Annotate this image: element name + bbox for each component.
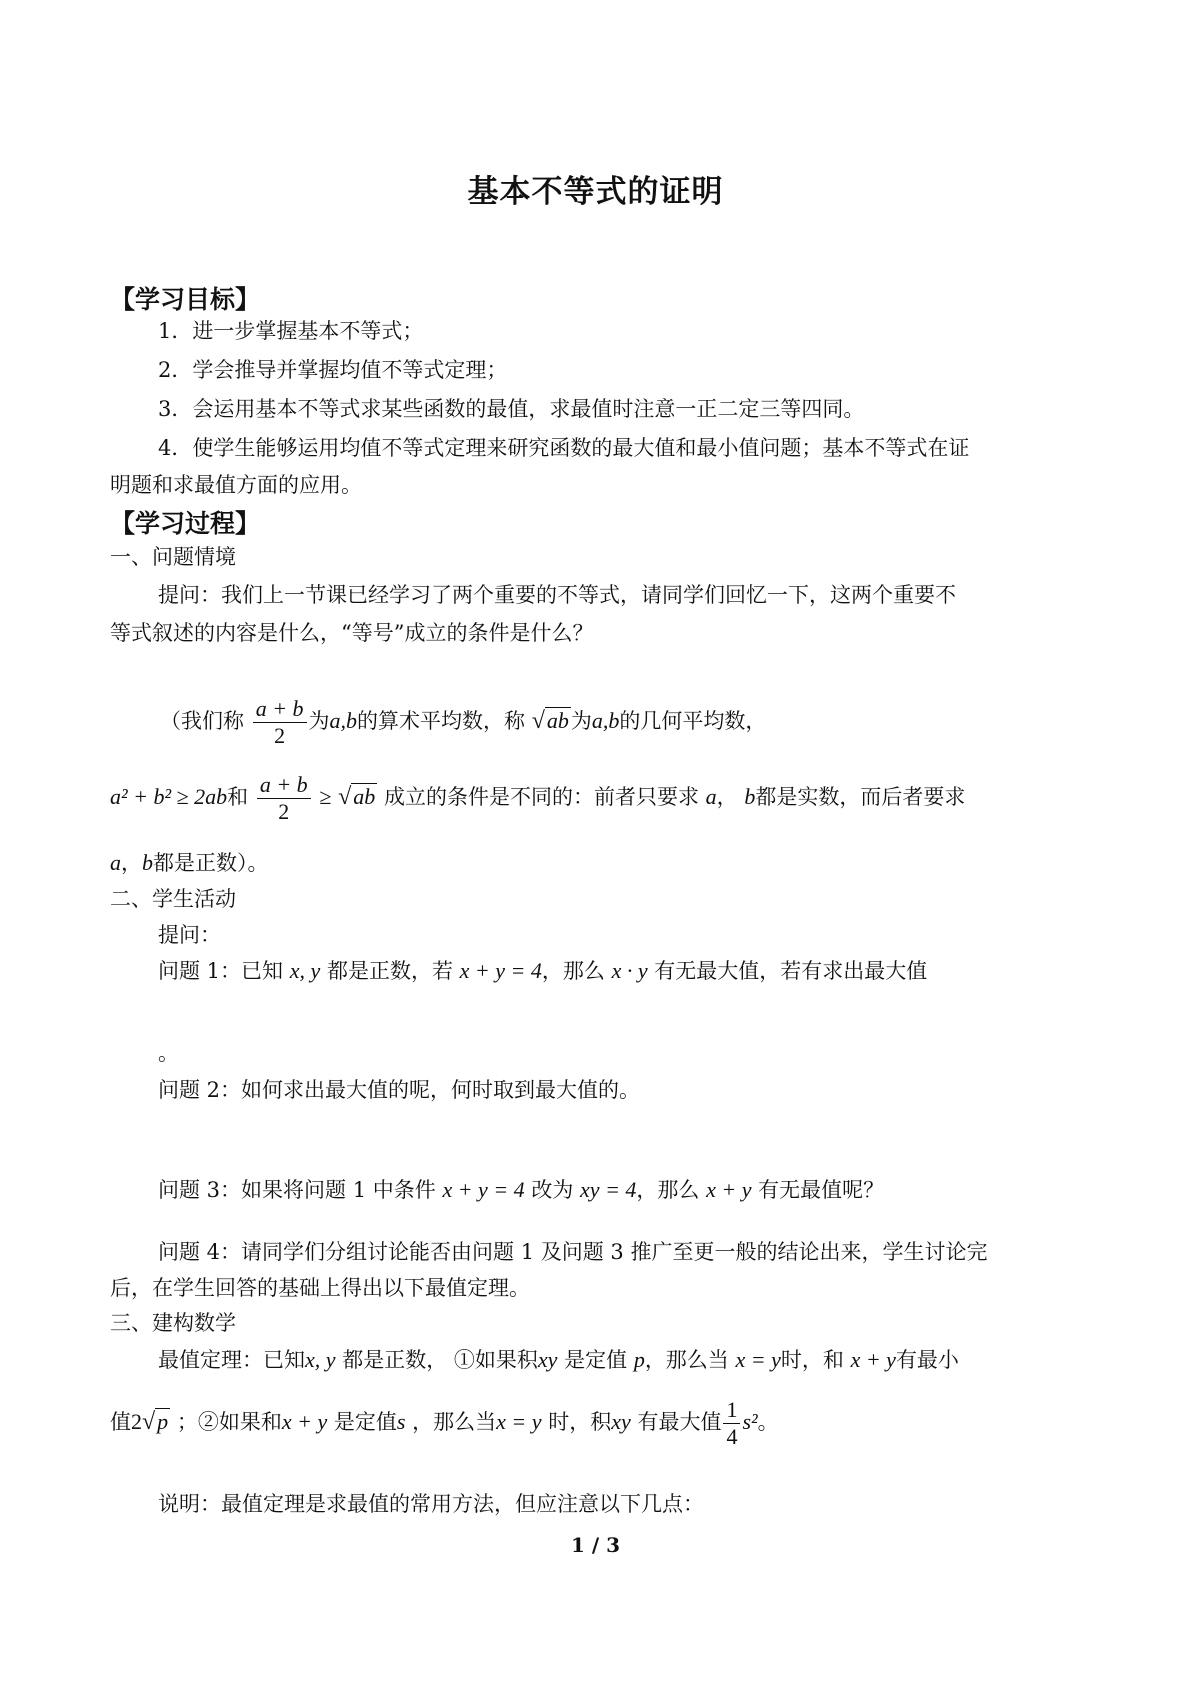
arithmetic-mean-fraction-2: $\frac{a + b}{2}$ (257, 772, 311, 825)
problem-2: 问题 2：如何求出最大值的呢，何时取到最大值的。 (158, 1078, 641, 1102)
page-title: 基本不等式的证明 (467, 174, 724, 210)
section-3-title: 三、建构数学 (110, 1311, 236, 1335)
goal-item-2: 2．学会推导并掌握均值不等式定理； (158, 358, 508, 382)
section-1-title: 一、问题情境 (110, 545, 236, 569)
problem-4-line-1: 问题 4：请同学们分组讨论能否由问题 1 及问题 3 推广至更一般的结论出来，学生讨论完 (158, 1240, 988, 1264)
process-heading: 【学习过程】 (110, 509, 261, 538)
goal-item-1: 1．进一步掌握基本不等式； (158, 319, 424, 343)
goal-item-4: 4．使学生能够运用均值不等式定理来研究函数的最大值和最小值问题；基本不等式在证 (158, 436, 970, 460)
goals-heading: 【学习目标】 (110, 285, 261, 314)
problem-3: 问题 3：如果将问题 1 中条件 x + y = 4 改为 xy = 4，那么 x + y 有无最值呢？ (158, 1177, 885, 1202)
problem-4-line-2: 后，在学生回答的基础上得出以下最值定理。 (110, 1276, 530, 1300)
positive-condition-line: a，b都是正数）。 (110, 850, 269, 875)
problem-1: 问题 1：已知 x, y 都是正数，若 x + y = 4，那么 x · y 有无最大值，若有求出最大值 (158, 958, 928, 983)
section-2-title: 二、学生活动 (110, 887, 236, 911)
page-number: 1 / 3 (570, 1533, 621, 1557)
question-line-2: 等式叙述的内容是什么，“等号”成立的条件是什么？ (110, 621, 594, 645)
inequality-conditions-line: a² + b² ≥ 2ab和 $\frac{a + b}{2}$ ≥ √ab 成立的条件是不同的：前者只要求 a， b都是实数，而后者要求 (110, 772, 966, 824)
quarter-fraction: $\frac{1}{4}$ (723, 1397, 740, 1450)
theorem-line-2: 值2√p ；②如果和x + y 是定值s ，那么当x = y 时，积xy 有最大值 $\frac{1}{4}$ s²。 (110, 1397, 779, 1449)
theorem-line-1: 最值定理：已知x, y 都是正数， ①如果积xy 是定值 p，那么当 x = y时，和 x + y有最小 (158, 1347, 959, 1372)
problem-1-period: 。 (158, 1041, 179, 1065)
sqrt-p: √p (142, 1409, 169, 1435)
activity-ask: 提问： (158, 923, 221, 947)
arithmetic-mean-fraction: $\frac{a + b}{2}$ (253, 696, 307, 749)
means-definition-line: （我们称 $\frac{a + b}{2}$ 为a,b的算术平均数，称 √ab为a,b的几何平均数， (160, 696, 767, 748)
goal-item-4-cont: 明题和求最值方面的应用。 (110, 473, 362, 497)
goal-item-3: 3．会运用基本不等式求某些函数的最值，求最值时注意一正二定三等四同。 (158, 397, 865, 421)
question-line-1: 提问：我们上一节课已经学习了两个重要的不等式，请同学们回忆一下，这两个重要不 (158, 583, 956, 607)
theorem-note: 说明：最值定理是求最值的常用方法，但应注意以下几点： (158, 1492, 704, 1516)
geometric-mean-sqrt: √ab (531, 708, 569, 734)
